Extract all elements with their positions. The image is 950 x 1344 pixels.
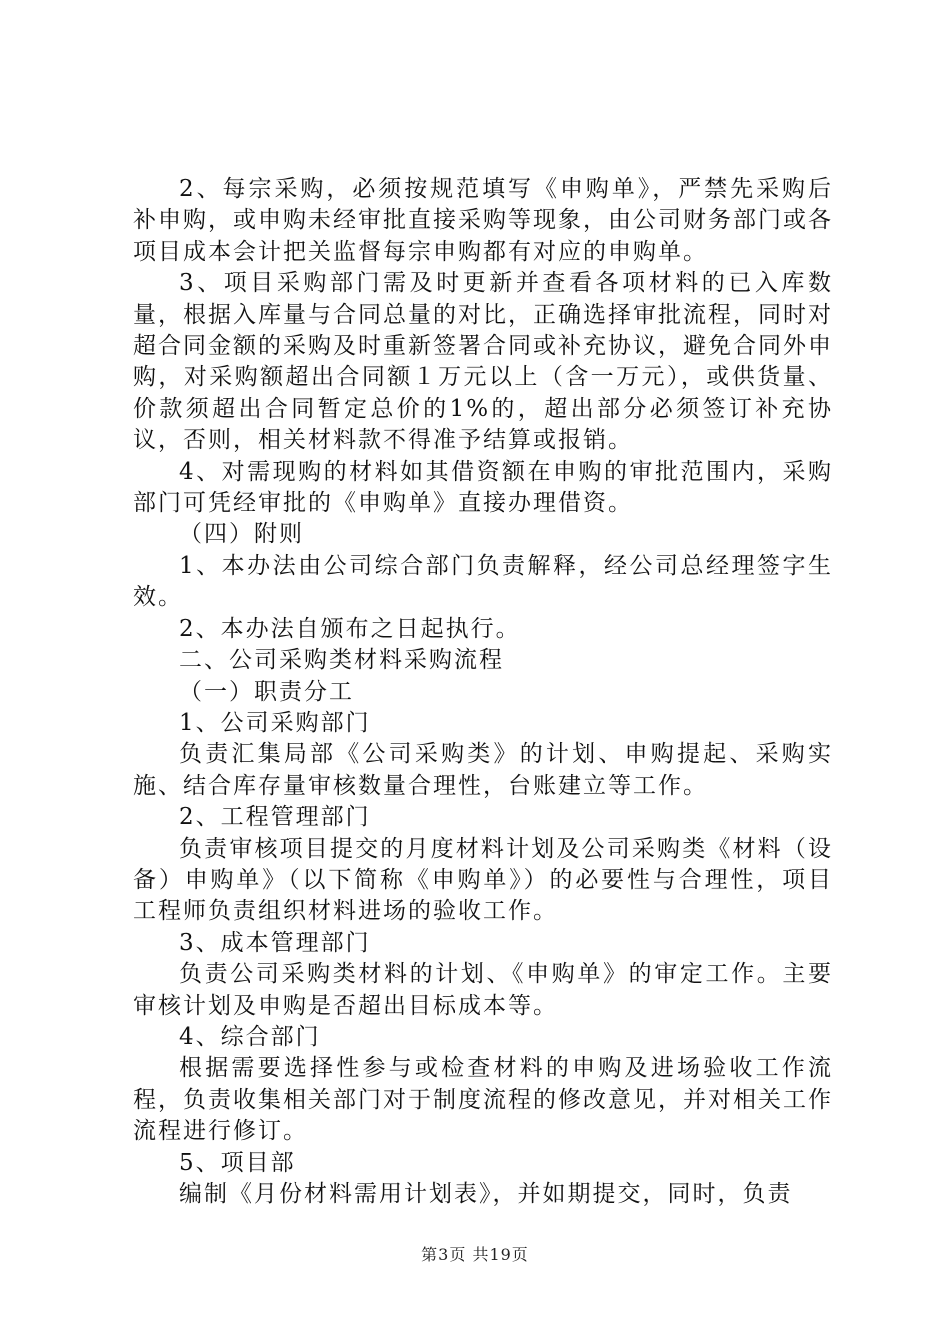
paragraph-effective-date: 2、本办法自颁布之日起执行。 [179, 615, 521, 642]
paragraph-general-dept-duties: 根据需要选择性参与或检查材料的申购及进场验收工作流程，负责收集相关部门对于制度流程的修改意见，并对相关工作流程进行修订。 [133, 1055, 833, 1145]
subheading-general-dept: 4、综合部门 [179, 1023, 321, 1050]
paragraph-project-dept-duties: 编制《月份材料需用计划表》，并如期提交，同时，负责 [179, 1181, 793, 1207]
paragraph-purchasing-dept-duties: 负责汇集局部《公司采购类》的计划、申购提起、采购实施、结合库存量审核数量合理性，台账建立等工作。 [133, 741, 833, 799]
paragraph-interpretation: 1、本办法由公司综合部门负责解释，经公司总经理签字生效。 [133, 552, 833, 611]
paragraph-purchase-form-rule: 2、每宗采购，必须按规范填写《申购单》，严禁先采购后补申购，或申购未经审批直接采购等现象，由公司财务部门或各项目成本会计把关监督每宗申购都有对应的申购单。 [133, 176, 833, 265]
section-heading-supplementary: （四）附则 [179, 521, 304, 548]
page-number-footer: 第3页 共19页 [421, 1245, 529, 1264]
paragraph-engineering-dept-duties: 负责审核项目提交的月度材料计划及公司采购类《材料（设备）申购单》（以下简称《申购单》）的必要性与合理性，项目工程师负责组织材料进场的验收工作。 [133, 835, 833, 925]
document-body [133, 174, 833, 1210]
paragraph-cost-dept-duties: 负责公司采购类材料的计划、《申购单》的审定工作。主要审核计划及申购是否超出目标成本等。 [133, 961, 833, 1019]
subheading-purchasing-dept: 1、公司采购部门 [179, 709, 371, 736]
subheading-engineering-dept: 2、工程管理部门 [179, 804, 371, 831]
subheading-project-dept: 5、项目部 [179, 1149, 296, 1176]
subheading-cost-dept: 3、成本管理部门 [179, 929, 371, 956]
section-heading-responsibilities: （一）职责分工 [179, 678, 354, 705]
section-heading-procurement-process: 二、公司采购类材料采购流程 [179, 647, 504, 674]
paragraph-inventory-update-rule: 3、项目采购部门需及时更新并查看各项材料的已入库数量，根据入库量与合同总量的对比，正确选择审批流程，同时对超合同金额的采购及时重新签署合同或补充协议，避免合同外申购，对采购额超出合同额１万元以上（含一万元），或供货量、价款须超出合同暂定总价的1%的，超出部分必须签订补充协议，否则，相关材料款不得准予结算或报销。 [133, 270, 833, 454]
paragraph-cash-purchase-rule: 4、对需现购的材料如其借资额在申购的审批范围内，采购部门可凭经审批的《申购单》直接办理借资。 [133, 458, 833, 517]
